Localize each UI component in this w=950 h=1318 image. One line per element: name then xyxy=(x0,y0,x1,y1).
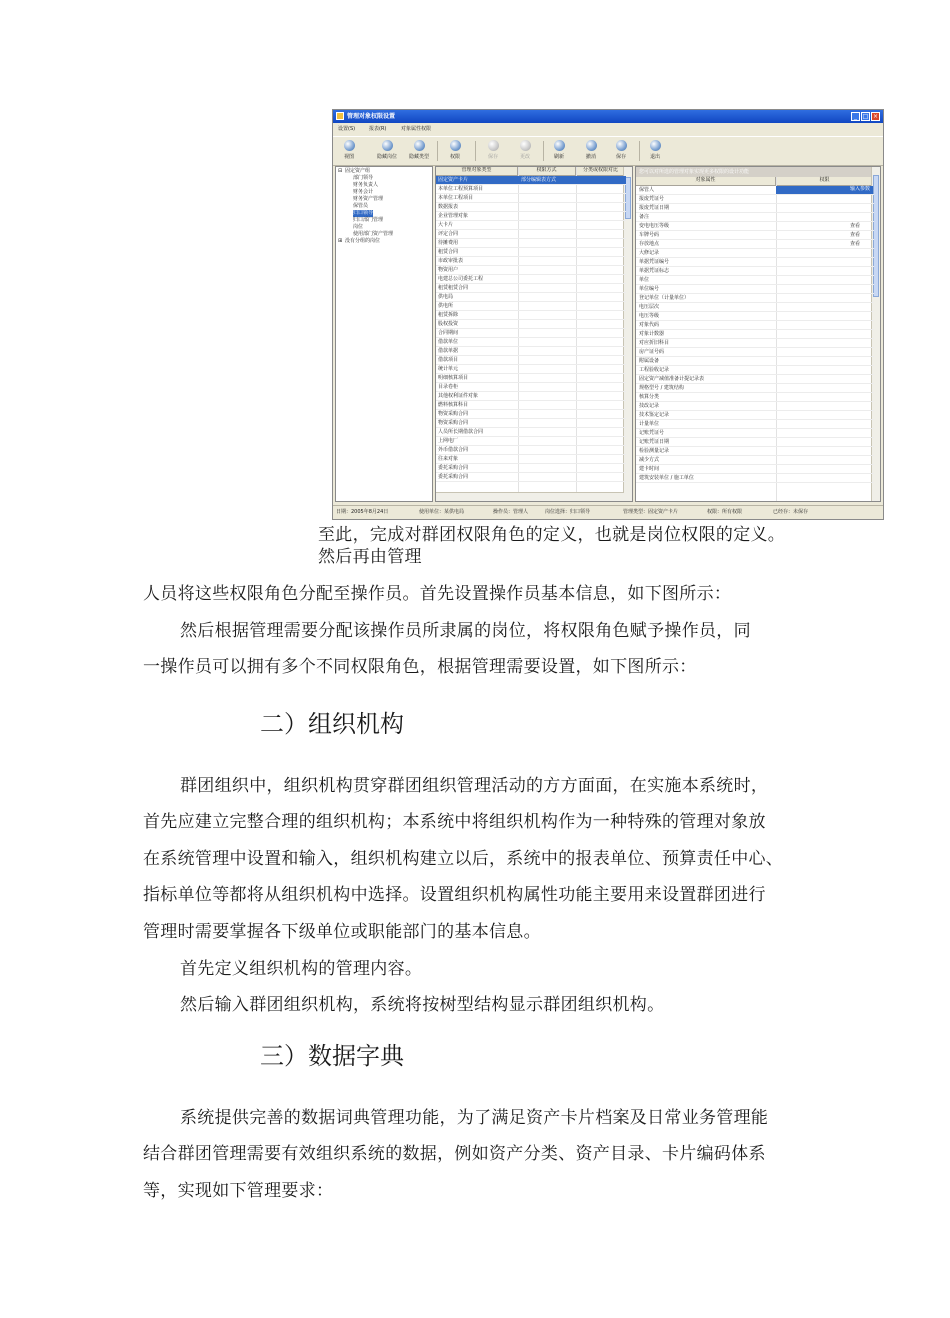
object-type-cell: 数据报表 xyxy=(438,204,459,210)
table-row[interactable] xyxy=(636,348,874,357)
tree-item[interactable]: 财务负责人 xyxy=(353,182,379,188)
object-type-cell: 往来对象 xyxy=(438,456,459,462)
table-row[interactable] xyxy=(436,185,626,194)
paragraph: 人员将这些权限角色分配至操作员。首先设置操作员基本信息，如下图所示： xyxy=(143,584,732,604)
exit-icon xyxy=(650,140,661,151)
table-row[interactable] xyxy=(436,374,626,383)
permission-cell[interactable]: 查看 xyxy=(850,241,861,247)
section-heading-data-dictionary: 三）数据字典 xyxy=(260,1042,404,1070)
save-button[interactable]: 保存 xyxy=(607,140,635,164)
paragraph: 然后根据管理需要分配该操作员所隶属的岗位，将权限角色赋予操作员，同 xyxy=(180,621,751,641)
table-row[interactable] xyxy=(636,231,874,240)
attribute-name-cell: 建卡时间 xyxy=(639,466,660,472)
table-row[interactable] xyxy=(636,213,874,222)
attribute-name-cell: 登记单位（计量单位） xyxy=(639,295,690,301)
table-row[interactable] xyxy=(436,428,626,437)
toolbar xyxy=(333,136,883,166)
table-row[interactable] xyxy=(436,194,626,203)
table-row[interactable] xyxy=(636,402,874,411)
object-attribute-grid[interactable] xyxy=(635,166,881,502)
object-type-cell: 市政审批表 xyxy=(438,258,464,264)
attribute-name-cell: 减少方式 xyxy=(639,457,660,463)
window-title: 管理对象权限设置 xyxy=(347,113,396,120)
tree-node-expander[interactable]: ⊞ xyxy=(338,238,343,244)
paragraph: 一操作员可以拥有多个不同权限角色，根据管理需要设置，如下图所示： xyxy=(143,657,697,677)
object-type-cell: 租赁拆除 xyxy=(438,312,459,318)
table-row[interactable] xyxy=(436,338,626,347)
table-row[interactable] xyxy=(636,312,874,321)
status-type: 管理类型：固定资产卡片 xyxy=(623,509,679,515)
object-type-grid[interactable] xyxy=(435,166,633,502)
tree-item[interactable]: 归口部门管理 xyxy=(353,217,384,223)
object-type-cell: 委托采购合同 xyxy=(438,474,469,480)
attribute-name-cell: 检验测量记录 xyxy=(639,448,670,454)
table-row[interactable] xyxy=(636,465,874,474)
tree-item[interactable]: 保管员 xyxy=(353,203,369,209)
table-row[interactable] xyxy=(436,464,626,473)
table-row[interactable] xyxy=(436,347,626,356)
object-type-cell: 供电所 xyxy=(438,303,454,309)
attribute-name-cell: 记账凭证号 xyxy=(639,430,665,436)
table-row[interactable] xyxy=(436,401,626,410)
table-row[interactable] xyxy=(636,438,874,447)
table-row[interactable] xyxy=(636,447,874,456)
object-type-cell: 物资采购合同 xyxy=(438,420,469,426)
table-row[interactable] xyxy=(636,384,874,393)
object-type-cell: 股权投资 xyxy=(438,321,459,327)
table-row[interactable] xyxy=(636,330,874,339)
table-row[interactable] xyxy=(636,240,874,249)
column-header[interactable]: 权限 xyxy=(776,177,874,186)
object-type-cell: 物资采购合同 xyxy=(438,411,469,417)
table-row[interactable] xyxy=(636,375,874,384)
paragraph: 首先应建立完整合理的组织机构；本系统中将组织机构作为一种特殊的管理对象放 xyxy=(143,812,766,832)
permission-cell[interactable]: 查看 xyxy=(850,232,861,238)
paragraph: 然后输入群团组织机构，系统将按树型结构显示群团组织机构。 xyxy=(180,995,665,1015)
object-type-cell: 本单位工程预算项目 xyxy=(438,186,484,192)
paragraph: 首先定义组织机构的管理内容。 xyxy=(180,959,423,979)
table-row[interactable] xyxy=(636,186,874,195)
attribute-name-cell: 固定资产减值准备计提记录表 xyxy=(639,376,705,382)
table-row[interactable] xyxy=(636,420,874,429)
table-row[interactable] xyxy=(636,303,874,312)
table-row[interactable] xyxy=(636,456,874,465)
permission-cell[interactable]: 输入参数 xyxy=(776,186,873,194)
caption-line2: 然后再由管理 xyxy=(318,547,422,567)
undo-button[interactable]: 撤消 xyxy=(577,140,605,164)
attribute-name-cell: 变电电压等级 xyxy=(639,223,670,229)
attribute-name-cell: 大修记录 xyxy=(639,250,660,256)
table-row[interactable] xyxy=(436,356,626,365)
object-type-cell: 物资用户 xyxy=(438,267,459,273)
object-type-cell: 大卡片 xyxy=(438,222,454,228)
undo-icon xyxy=(586,140,597,151)
attribute-name-cell: 房产证号码 xyxy=(639,349,665,355)
attribute-name-cell: 报废凭证号 xyxy=(639,196,665,202)
exit-button[interactable]: 退出 xyxy=(641,140,669,164)
attribute-name-cell: 对象计数器 xyxy=(639,331,665,337)
paragraph: 管理时需要掌握各下级单位或职能部门的基本信息。 xyxy=(143,922,541,942)
permission-mode-cell: 部分编辑表方式 xyxy=(521,177,557,183)
menu-object-attr-perm[interactable]: 对象属性权限 xyxy=(401,126,432,132)
save-disabled-button[interactable]: 保存 xyxy=(479,140,507,164)
object-type-cell: 本单位工程项目 xyxy=(438,195,474,201)
grid-hint: 您可以对所选的管理对象实现更多权限的设计功能 xyxy=(636,167,874,177)
object-type-cell: 电建总公司委托工程 xyxy=(438,276,484,282)
save-icon xyxy=(616,140,627,151)
paragraph: 结合群团管理需要有效组织系统的数据，例如资产分类、资产目录、卡片编码体系 xyxy=(143,1144,766,1164)
attribute-name-cell: 电压等级 xyxy=(639,313,660,319)
table-row[interactable] xyxy=(636,393,874,402)
table-row[interactable] xyxy=(436,320,626,329)
object-type-cell: 企业管理对象 xyxy=(438,213,469,219)
attribute-name-cell: 备注 xyxy=(639,214,650,220)
window-titlebar xyxy=(333,110,883,123)
attribute-name-cell: 单据凭证编号 xyxy=(639,259,670,265)
tree-item[interactable]: 使用部门资产管理 xyxy=(353,231,394,237)
paragraph: 系统提供完善的数据词典管理功能，为了满足资产卡片档案及日常业务管理能 xyxy=(180,1108,769,1128)
table-row[interactable] xyxy=(436,221,626,230)
tree-item[interactable]: 财务会计 xyxy=(353,189,374,195)
table-row[interactable] xyxy=(636,222,874,231)
attribute-name-cell: 存放地点 xyxy=(639,241,660,247)
table-row[interactable] xyxy=(636,249,874,258)
status-permission: 权限：所有权限 xyxy=(707,509,743,515)
table-row[interactable] xyxy=(636,195,874,204)
hide-post-icon xyxy=(382,140,393,151)
status-bar xyxy=(333,505,883,519)
tree-item[interactable]: 岗位 xyxy=(353,224,364,230)
table-row[interactable] xyxy=(436,365,626,374)
table-row[interactable] xyxy=(636,339,874,348)
table-row[interactable] xyxy=(636,366,874,375)
paragraph: 等，实现如下管理要求： xyxy=(143,1181,334,1201)
table-row[interactable] xyxy=(436,383,626,392)
menu-report[interactable]: 报表(R) xyxy=(369,126,387,132)
attribute-name-cell: 单据凭证标志 xyxy=(639,268,670,274)
table-row[interactable] xyxy=(636,267,874,276)
object-type-cell: 目录卷柜 xyxy=(438,384,459,390)
attribute-name-cell: 技术鉴定记录 xyxy=(639,412,670,418)
table-row[interactable] xyxy=(636,276,874,285)
hide-type-button[interactable]: 隐藏类型 xyxy=(405,140,433,164)
attribute-name-cell: 技改记录 xyxy=(639,403,660,409)
object-type-cell: 固定资产卡片 xyxy=(438,177,469,183)
table-row[interactable] xyxy=(436,293,626,302)
object-type-cell: 借款单据 xyxy=(438,348,459,354)
table-row[interactable] xyxy=(436,419,626,428)
table-row[interactable] xyxy=(636,294,874,303)
attribute-name-cell: 报废凭证日期 xyxy=(639,205,670,211)
table-row[interactable] xyxy=(436,239,626,248)
status-unit: 使用单位：某供电局 xyxy=(419,509,465,515)
table-row[interactable] xyxy=(436,410,626,419)
tree-item[interactable]: 财务资产管理 xyxy=(353,196,384,202)
table-row[interactable] xyxy=(636,204,874,213)
table-row[interactable] xyxy=(436,212,626,221)
table-row[interactable] xyxy=(436,392,626,401)
table-row[interactable] xyxy=(436,455,626,464)
edit-disabled-icon xyxy=(520,140,531,151)
object-type-cell: 评定合同 xyxy=(438,231,459,237)
attribute-name-cell: 附属设备 xyxy=(639,358,660,364)
column-header[interactable]: 权限方式 xyxy=(518,167,576,176)
tree-item[interactable]: 部门领导 xyxy=(353,175,374,181)
object-type-cell: 其他权利证件对象 xyxy=(438,393,479,399)
table-row[interactable] xyxy=(436,311,626,320)
object-type-cell: 合同期间 xyxy=(438,330,459,336)
permission-cell[interactable]: 查看 xyxy=(850,223,861,229)
object-type-cell: 上网电厂 xyxy=(438,438,459,444)
attribute-name-cell: 保管人 xyxy=(639,187,655,193)
attribute-name-cell: 对象代码 xyxy=(639,322,660,328)
minimize-icon[interactable]: _ xyxy=(851,112,860,121)
object-type-cell: 租赁租赁合同 xyxy=(438,285,469,291)
object-type-cell: 借款单位 xyxy=(438,339,459,345)
tree-node-expander[interactable]: ⊟ xyxy=(338,168,343,174)
column-header[interactable]: 对象属性 xyxy=(636,177,776,186)
object-type-cell: 待摊费用 xyxy=(438,240,459,246)
permission-icon xyxy=(450,140,461,151)
table-row[interactable] xyxy=(636,474,874,483)
table-row[interactable] xyxy=(436,284,626,293)
object-type-cell: 明细核算项目 xyxy=(438,375,469,381)
table-row[interactable] xyxy=(436,275,626,284)
status-saved: 已经存：未保存 xyxy=(773,509,809,515)
object-type-cell: 燃料核算科目 xyxy=(438,402,469,408)
object-type-cell: 统计单元 xyxy=(438,366,459,372)
close-icon[interactable]: × xyxy=(872,113,879,120)
attribute-name-cell: 电压层次 xyxy=(639,304,660,310)
app-icon xyxy=(336,112,344,120)
object-type-cell: 租赁合同 xyxy=(438,249,459,255)
table-row[interactable] xyxy=(436,257,626,266)
table-row[interactable] xyxy=(436,446,626,455)
refresh-icon xyxy=(554,140,565,151)
table-row[interactable] xyxy=(636,321,874,330)
attribute-name-cell: 单位编号 xyxy=(639,286,660,292)
object-type-cell: 委托采购合同 xyxy=(438,465,469,471)
software-screenshot xyxy=(332,109,884,520)
status-operator: 操作员：管理人 xyxy=(493,509,529,515)
hide-type-icon xyxy=(414,140,425,151)
status-post: 岗位选择：归口领导 xyxy=(545,509,591,515)
table-row[interactable] xyxy=(436,230,626,239)
menu-bar xyxy=(333,124,883,134)
attribute-name-cell: 计量单位 xyxy=(639,421,660,427)
table-row[interactable] xyxy=(436,266,626,275)
table-row[interactable] xyxy=(436,302,626,311)
table-row[interactable] xyxy=(436,203,626,212)
paragraph: 群团组织中，组织机构贯穿群团组织管理活动的方方面面，在实施本系统时， xyxy=(180,776,769,796)
attribute-name-cell: 建筑安装单位 / 施工单位 xyxy=(639,475,694,481)
table-row[interactable] xyxy=(636,357,874,366)
object-type-cell: 供电局 xyxy=(438,294,454,300)
hide-post-button[interactable]: 隐藏岗位 xyxy=(373,140,401,164)
edit-disabled-button[interactable]: 更改 xyxy=(511,140,539,164)
attribute-name-cell: 对应折旧科目 xyxy=(639,340,670,346)
permission-button[interactable]: 权限 xyxy=(441,140,469,164)
attribute-name-cell: 车牌号码 xyxy=(639,232,660,238)
object-type-cell: 人员所长期借款合同 xyxy=(438,429,484,435)
table-row[interactable] xyxy=(436,329,626,338)
attribute-name-cell: 工程验收记录 xyxy=(639,367,670,373)
tree-root[interactable]: 固定资产组 xyxy=(345,168,371,174)
refresh-button[interactable]: 刷新 xyxy=(545,140,573,164)
paragraph: 在系统管理中设置和输入，组织机构建立以后，系统中的报表单位、预算责任中心、 xyxy=(143,849,784,869)
attribute-name-cell: 核算分类 xyxy=(639,394,660,400)
attribute-name-cell: 记账凭证日期 xyxy=(639,439,670,445)
table-row[interactable] xyxy=(636,285,874,294)
table-row[interactable] xyxy=(636,429,874,438)
maximize-icon[interactable]: □ xyxy=(862,113,869,120)
attribute-name-cell: 规格型号 / 建筑结构 xyxy=(639,385,684,391)
tree-root[interactable]: 没有分组的岗位 xyxy=(345,238,381,244)
post-tree[interactable] xyxy=(335,166,433,502)
column-header[interactable]: 管理对象类型 xyxy=(436,167,518,176)
status-date: 日期：2005年8月24日 xyxy=(336,509,389,515)
object-type-cell: 借款项目 xyxy=(438,357,459,363)
table-row[interactable] xyxy=(436,248,626,257)
section-heading-organization: 二）组织机构 xyxy=(260,710,404,738)
save-disabled-icon xyxy=(488,140,499,151)
horizontal-scrollbar[interactable] xyxy=(436,492,624,501)
paragraph: 指标单位等都将从组织机构中选择。设置组织机构属性功能主要用来设置群团进行 xyxy=(143,885,766,905)
table-row[interactable] xyxy=(436,473,626,482)
table-row[interactable] xyxy=(436,176,626,185)
column-header[interactable]: 分类或权限对比 xyxy=(576,167,626,176)
tree-item-selected[interactable]: 归口领导 xyxy=(353,210,374,216)
table-row[interactable] xyxy=(436,437,626,446)
table-row[interactable] xyxy=(636,258,874,267)
table-row[interactable] xyxy=(636,411,874,420)
view-button[interactable]: 视图 xyxy=(335,140,363,164)
caption-line1: 至此，完成对群团权限角色的定义，也就是岗位权限的定义。 xyxy=(318,525,786,545)
attribute-name-cell: 单位 xyxy=(639,277,650,283)
menu-settings[interactable]: 设置(S) xyxy=(338,126,356,132)
view-icon xyxy=(344,140,355,151)
object-type-cell: 外币借款合同 xyxy=(438,447,469,453)
